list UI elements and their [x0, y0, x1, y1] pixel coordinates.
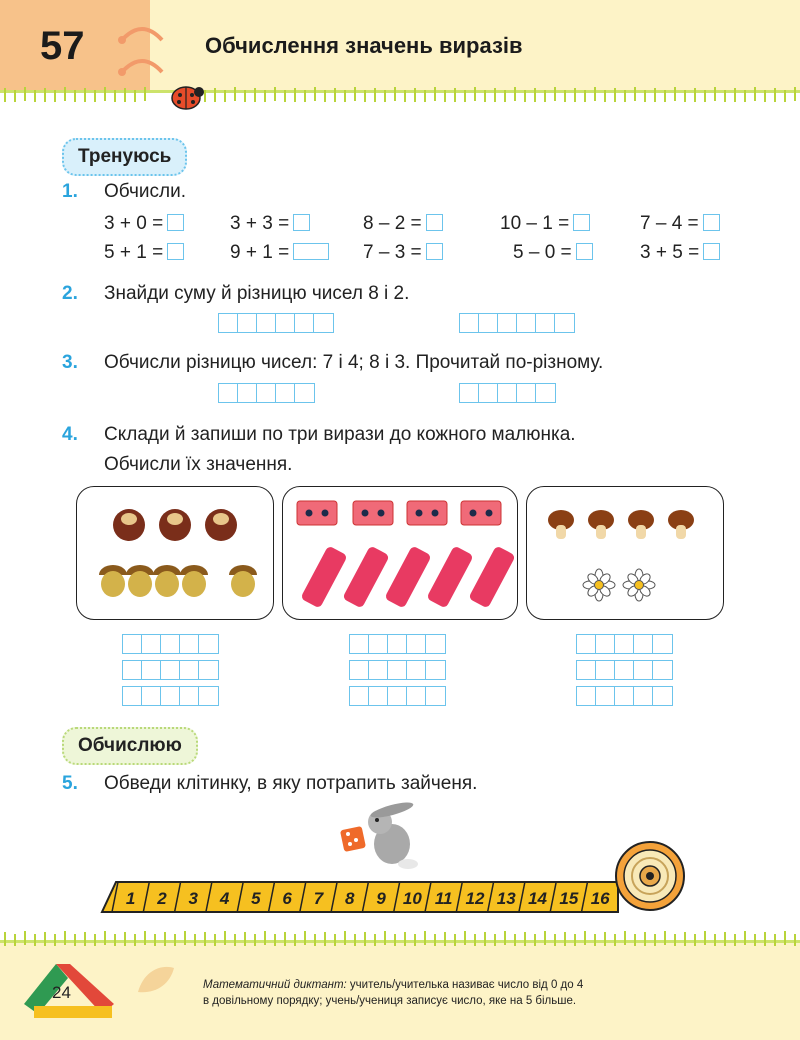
expression: 3 + 3 = [230, 213, 310, 235]
tape-cell-number[interactable]: 16 [590, 889, 610, 908]
chestnuts-acorns-illustration [77, 487, 275, 621]
mushroom-icon [548, 510, 694, 539]
tape-cell-number[interactable]: 3 [188, 889, 198, 908]
tape-cell-number[interactable]: 15 [559, 889, 579, 908]
tape-cell-number[interactable]: 5 [251, 889, 261, 908]
tape-cell-number[interactable]: 6 [282, 889, 292, 908]
teacher-note [203, 977, 583, 1009]
answer-cells[interactable] [576, 634, 673, 654]
expression: 7 – 3 = [363, 242, 443, 264]
eraser-icon [300, 545, 516, 608]
answer-box[interactable] [426, 243, 443, 260]
answer-cells[interactable] [122, 660, 219, 680]
answer-box[interactable] [703, 214, 720, 231]
picture-panel-nuts [76, 486, 274, 620]
tape-cell-number[interactable]: 4 [219, 889, 230, 908]
mushrooms-flowers-illustration [527, 487, 725, 621]
tape-cell-number[interactable]: 12 [465, 889, 485, 908]
expression: 5 – 0 = [513, 242, 593, 264]
expression: 5 + 1 = [104, 242, 184, 264]
answer-box[interactable] [167, 214, 184, 231]
tape-cell-number[interactable]: 1 [125, 889, 136, 908]
tape-cell-number[interactable]: 7 [313, 889, 324, 908]
number-line-tape [98, 832, 708, 914]
answer-cells[interactable] [349, 660, 446, 680]
task-number: 4. [62, 424, 78, 445]
grass-border-top [0, 84, 800, 106]
task-number: 5. [62, 773, 78, 794]
answer-cells[interactable] [122, 686, 219, 706]
page-number-badge [24, 958, 118, 1020]
answer-box[interactable] [426, 214, 443, 231]
flower-icon [583, 569, 655, 601]
note-italic: Математичний диктант: [203, 979, 347, 991]
decor-arcs [112, 10, 172, 90]
expression: 10 – 1 = [500, 213, 590, 235]
answer-box[interactable] [293, 243, 329, 260]
answer-cells[interactable] [459, 383, 556, 403]
answer-box[interactable] [703, 243, 720, 260]
task-text: Обведи клітинку, в яку потрапить зайченя. [104, 773, 478, 794]
grass-border-bottom [0, 928, 800, 950]
answer-cells[interactable] [576, 686, 673, 706]
tape-cell-number[interactable]: 9 [376, 889, 386, 908]
task-text: Обчисли. [104, 181, 187, 202]
task-text: Знайди суму й різницю чисел 8 і 2. [104, 283, 410, 304]
answer-cells[interactable] [349, 686, 446, 706]
answer-box[interactable] [167, 243, 184, 260]
tape-cell-number[interactable]: 8 [345, 889, 355, 908]
tape-cell-number[interactable]: 2 [157, 889, 167, 908]
picture-panel-mushrooms [526, 486, 724, 620]
task-number: 3. [62, 352, 78, 373]
tape-cell-number[interactable]: 13 [496, 889, 516, 908]
answer-box[interactable] [573, 214, 590, 231]
expression: 3 + 0 = [104, 213, 184, 235]
answer-box[interactable] [293, 214, 310, 231]
tape-cell-number[interactable]: 14 [528, 889, 548, 908]
page-title: Обчислення значень виразів [205, 33, 523, 58]
task-number: 2. [62, 283, 78, 304]
section-badge-train: Тренуюсь [62, 138, 187, 176]
tape-roll-icon [616, 842, 684, 910]
leaf-icon [134, 962, 178, 998]
chestnut-icon [113, 509, 237, 541]
expression: 9 + 1 = [230, 242, 329, 264]
section-badge-compute: Обчислюю [62, 727, 198, 765]
answer-cells[interactable] [218, 383, 315, 403]
note-line2: в довільному порядку; учень/учениця записує число, яке на 5 більше. [203, 995, 577, 1007]
picture-panel-erasers [282, 486, 518, 620]
answer-box[interactable] [576, 243, 593, 260]
answer-cells[interactable] [576, 660, 673, 680]
ladybug-icon [166, 80, 206, 112]
page-number: 24 [52, 983, 71, 1002]
expression: 3 + 5 = [640, 242, 720, 264]
answer-cells[interactable] [218, 313, 334, 333]
acorn-icon [99, 565, 257, 597]
dominoes-erasers-illustration [283, 487, 519, 621]
answer-cells[interactable] [459, 313, 575, 333]
expression: 7 – 4 = [640, 213, 720, 235]
answer-cells[interactable] [349, 634, 446, 654]
answer-cells[interactable] [122, 634, 219, 654]
task-text: Обчисли різницю чисел: 7 і 4; 8 і 3. Прочитай по-різному. [104, 352, 604, 373]
task-text-line2: Обчисли їх значення. [104, 454, 293, 475]
expression: 8 – 2 = [363, 213, 443, 235]
note-line1: учитель/учителька називає число від 0 до 4 [346, 979, 584, 991]
lesson-number: 57 [40, 24, 85, 68]
task-text-line1: Склади й запиши по три вирази до кожного малюнка. [104, 424, 576, 445]
tape-cell-number[interactable]: 10 [402, 889, 422, 908]
task-number: 1. [62, 181, 78, 202]
tape-cell-number[interactable]: 11 [434, 889, 453, 908]
